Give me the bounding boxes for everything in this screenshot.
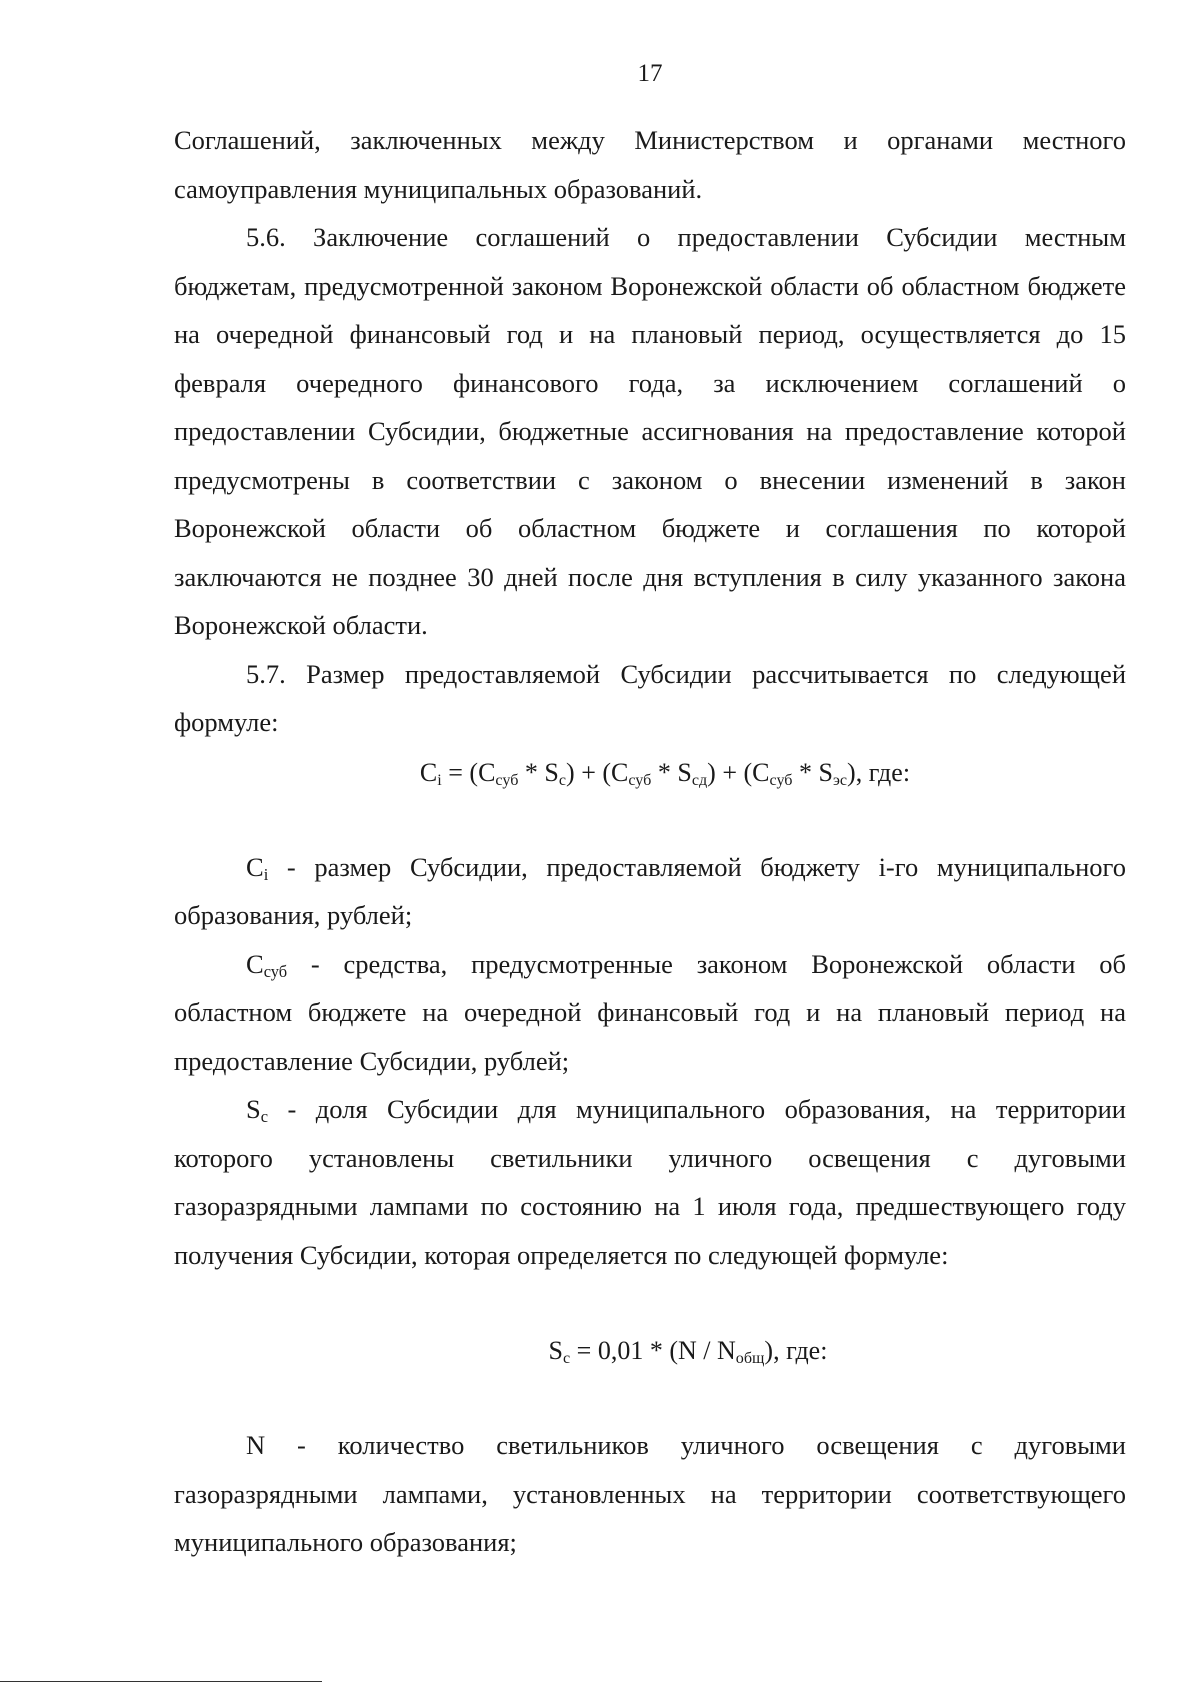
formula-s-symbol: S bbox=[548, 1336, 563, 1365]
document-body bbox=[174, 116, 1126, 1567]
formula-text: ), где: bbox=[764, 1336, 828, 1365]
formula-subscript: с bbox=[563, 1350, 571, 1368]
formula-subscript: эс bbox=[832, 771, 848, 789]
paragraph-5-7: 5.7. Размер предоставляемой Субсидии рассчитывается по следующей формуле: bbox=[174, 658, 1126, 737]
definition-text: - размер Субсидии, предоставляемой бюджету i-го муниципального образования, рублей; bbox=[174, 851, 1126, 930]
formula-text: ), где: bbox=[847, 757, 911, 787]
formula-subscript: общ bbox=[735, 1350, 765, 1368]
subsidy-formula bbox=[174, 749, 1126, 797]
definition-csub bbox=[174, 940, 1126, 1086]
definition-n: N - количество светильников уличного освещения с дуговыми газоразрядными лампами, установленных на территории соответствующего муниципального образования; bbox=[174, 1430, 1126, 1557]
formula-text: ) + (C bbox=[707, 757, 770, 787]
formula-subscript: суб bbox=[769, 771, 793, 789]
formula-text: ) + (C bbox=[566, 757, 629, 787]
formula-text: * S bbox=[651, 757, 692, 787]
page-number: 17 bbox=[637, 60, 663, 87]
formula-subscript: суб bbox=[495, 771, 519, 789]
formula-c-symbol: C bbox=[419, 757, 438, 787]
definition-ci bbox=[174, 843, 1126, 940]
definition-text: - средства, предусмотренные законом Воронежской области об областном бюджете на очередной финансовый год и на плановый период на предоставление Субсидии, рублей; bbox=[174, 948, 1126, 1076]
formula-subscript: с bbox=[558, 771, 567, 789]
definition-sc bbox=[174, 1085, 1126, 1279]
formula-text: = 0,01 * (N / N bbox=[570, 1336, 736, 1365]
symbol-base: S bbox=[246, 1094, 261, 1124]
paragraph-agreements-tail: Соглашений, заключенных между Министерством и органами местного самоуправления муниципальных образований. bbox=[174, 125, 1126, 204]
formula-text: * S bbox=[792, 757, 833, 787]
formula-text: * S bbox=[518, 757, 559, 787]
definition-text: - доля Субсидии для муниципального образования, на территории которого установлены светильники уличного освещения с дуговыми газоразрядными лампами по состоянию на 1 июля года, предшествующего году получения Субсидии, которая определяется по следующей формуле: bbox=[174, 1094, 1126, 1270]
symbol-subscript: i bbox=[263, 864, 269, 884]
symbol-base: C bbox=[246, 851, 264, 882]
symbol-base: C bbox=[246, 948, 264, 979]
paragraph-5-6: 5.6. Заключение соглашений о предоставлении Субсидии местным бюджетам, предусмотренной законом Воронежской области об областном бюджете на очередной финансовый год и на плановый период, осуществляется до 15 февраля очередного финансового года, за исключением соглашений о предоставлении Субсидии, бюджетные ассигнования на предоставление которой предусмотрены в соответствии с законом о внесении изменений в закон Воронежской области об областном бюджете и соглашения по которой заключаются не позднее 30 дней после дня вступления в силу указанного закона Воронежской области. bbox=[174, 222, 1126, 640]
share-formula bbox=[174, 1327, 1126, 1375]
formula-text: = (C bbox=[441, 757, 496, 787]
symbol-subscript: суб bbox=[263, 961, 288, 981]
formula-subscript: i bbox=[437, 771, 442, 789]
symbol-subscript: с bbox=[260, 1107, 269, 1127]
formula-subscript: суб bbox=[628, 771, 652, 789]
footnote-separator bbox=[0, 1681, 322, 1682]
formula-subscript: сд bbox=[691, 771, 708, 789]
